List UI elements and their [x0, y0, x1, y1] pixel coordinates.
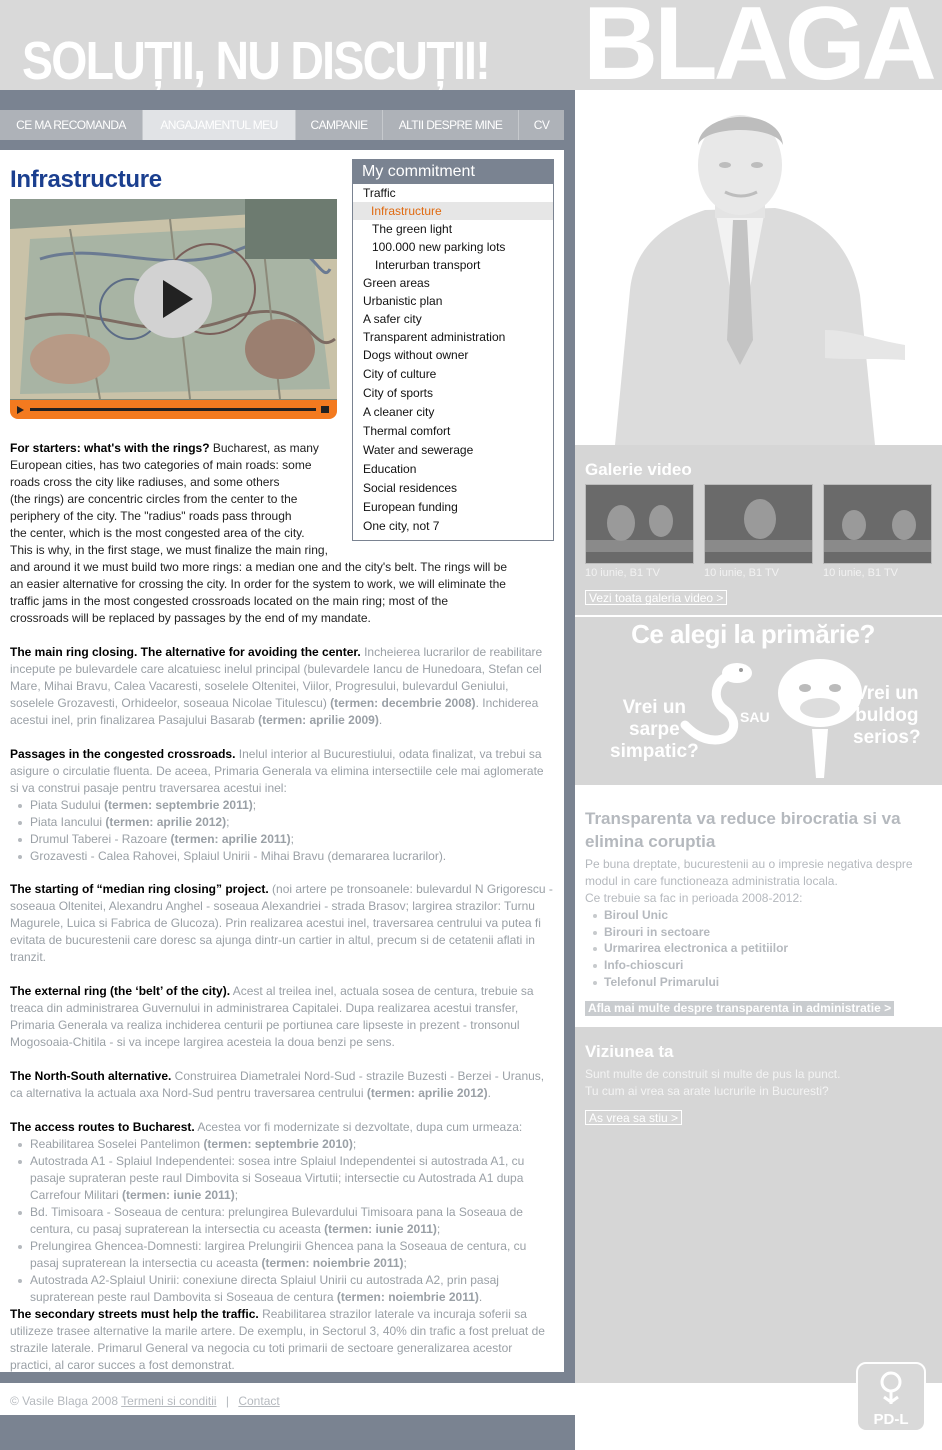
- intro-line-7: and around it we must build two more rings: a median one and the city's belt. The rings will be: [10, 560, 507, 574]
- intro-line-8: an easier alternative for crossing the city. In order for the system to work, we will eliminate the: [10, 577, 506, 591]
- list-item-end: ;: [290, 832, 294, 846]
- gallery-title: Galerie video: [585, 460, 692, 479]
- commit-item-urbanistic-plan[interactable]: Urbanistic plan: [363, 294, 443, 308]
- transparency-list-item: Birouri in sectoare: [604, 925, 711, 939]
- commit-item-green-areas[interactable]: Green areas: [363, 276, 430, 290]
- list-item: [10, 1238, 555, 1272]
- rose-logo-icon: [858, 1364, 924, 1430]
- intro-line-10: crossroads will be replaced by passages by the end of my mandate.: [10, 611, 371, 625]
- intro-line-9: traffic jams in the most congested crossroads located on the main ring; most of the: [10, 594, 448, 608]
- gallery-thumb-caption: 10 iunie, B1 TV: [704, 567, 780, 579]
- section-external-ring-lead: The external ring (the ‘belt’ of the city).: [10, 984, 231, 998]
- intro-line: [10, 440, 555, 457]
- commit-item-parking-lots[interactable]: 100.000 new parking lots: [372, 240, 506, 254]
- section-main-ring-text-c: .: [378, 713, 383, 727]
- list-item: [10, 797, 555, 814]
- intro-paragraph: [10, 440, 555, 627]
- commit-item-transparent-administration[interactable]: Transparent administration: [363, 330, 506, 344]
- list-item: [10, 1272, 555, 1306]
- video-gallery: [575, 445, 942, 615]
- transparency-text-line: Ce trebuie sa fac in perioada 2008-2012:: [585, 891, 803, 905]
- section-passages-text: Inelul interior al Bucurestiului, odata finalizat, va trebui sa asigure o circulatie fluenta. De aceea, Primaria Generala va elimina intersectiile cele mai aglomerate si va construi pasaje pentru traversarea acestui inel:: [10, 747, 544, 795]
- gallery-thumb-3[interactable]: [823, 484, 932, 564]
- list-item-end: ;: [252, 798, 257, 812]
- list-item: [10, 1136, 555, 1153]
- deadline: (termen: aprilie 2012): [105, 815, 227, 829]
- deadline: (termen: septembrie 2010): [203, 1137, 353, 1151]
- deadline: (termen: noiembrie 2011): [261, 1256, 404, 1270]
- intro-line-0: Bucharest, as many: [209, 441, 319, 455]
- vision-text-line: Tu cum ai vrea sa arate lucrurile in Bucuresti?: [585, 1084, 829, 1098]
- commit-item-thermal-comfort[interactable]: Thermal comfort: [363, 424, 451, 438]
- commit-item-infrastructure[interactable]: Infrastructure: [371, 204, 442, 218]
- deadline: (termen: aprilie 2011): [170, 832, 291, 846]
- section-main-ring-lead: The main ring closing. The alternative for avoiding the center.: [10, 645, 361, 659]
- deadline: (termen: septembrie 2011): [104, 798, 253, 812]
- deadline: (termen: decembrie 2008): [330, 696, 476, 710]
- commit-item-education[interactable]: Education: [363, 462, 417, 476]
- commit-item-green-light[interactable]: The green light: [372, 222, 453, 236]
- commit-item-interurban-transport[interactable]: Interurban transport: [375, 258, 481, 272]
- list-item-end: .: [478, 1290, 483, 1304]
- gallery-thumb-caption: 10 iunie, B1 TV: [823, 567, 899, 579]
- poll-option-line: buldog: [855, 705, 919, 726]
- candidate-photo: [575, 90, 942, 445]
- section-median-ring: [10, 881, 555, 966]
- poll-option-line: Vrei un: [622, 697, 687, 718]
- transparency-section: [575, 795, 942, 1027]
- section-main-ring-text-a: Incheierea lucrarilor de reabilitare incepute pe bulevardele care alcatuiesc inelul principal (bulevardele Iancu de Hunedoara, Stefan cel Mare, Mihai Bravu, Calea Vacaresti, soselele Oltenitei, Viilor, Progresului, bulevardul Geniului, soselele Grozavesti, Orhideelor, soseaua Nicolae Titulescu): [10, 645, 543, 710]
- list-item: [10, 814, 555, 831]
- footer: [10, 1394, 280, 1408]
- commit-item-city-of-sports[interactable]: City of sports: [363, 386, 434, 400]
- header: [0, 0, 942, 90]
- list-item-text: Reabilitarea Soselei Pantelimon: [30, 1137, 204, 1151]
- nav-campanie[interactable]: CAMPANIE: [296, 110, 383, 140]
- transparency-more-link[interactable]: Afla mai multe despre transparenta in administratie >: [585, 1001, 894, 1016]
- list-item-end: ;: [226, 815, 230, 829]
- vision-section: [575, 1027, 942, 1383]
- section-median-ring-lead: The starting of “median ring closing” project.: [10, 882, 269, 896]
- list-item: [10, 831, 555, 848]
- section-secondary-streets-text: Reabilitarea strazilor laterale va incuraja soferii sa utilizeze trasee alternative la marile artere. De exemplu, in Sectorul 3, 40% din trafic a fost preluat de strazile laterale. Primarul General va negocia cu toti primarii de sectoare generalizarea acestor practici, al caror succes a fost demonstrat.: [10, 1307, 545, 1372]
- transparency-title: Transparenta va reduce birocratia si va elimina coruptia: [585, 809, 901, 851]
- transparency-text-line: Pe buna dreptate, bucurestenii au o impresie negativa despre: [585, 857, 913, 871]
- see-all-videos-link[interactable]: Vezi toata galeria video >: [585, 590, 727, 605]
- commit-item-cleaner-city[interactable]: A cleaner city: [363, 405, 435, 419]
- vision-title: Viziunea ta: [585, 1042, 674, 1061]
- list-item-end: ;: [352, 1137, 357, 1151]
- deadline: (termen: iunie 2011): [122, 1188, 235, 1202]
- list-item: [10, 848, 555, 865]
- list-item-text: Autostrada A2-Splaiul Unirii: conexiune directa Splaiul Unirii cu autostrada A2, prin pasaj supraterean peste raul Dambovita si Soseaua de centura: [30, 1273, 499, 1304]
- commit-item-traffic[interactable]: Traffic: [363, 186, 396, 200]
- section-access-routes-text: Acestea vor fi modernizate si dezvoltate, dupa cum urmeaza:: [194, 1120, 523, 1134]
- section-external-ring-text: Acest al treilea inel, actuala sosea de centura, trebuie sa treaca din administrarea Guvernului in administrarea Capitalei. Dupa realizarea acestui transfer, Primaria Generala va realiza inchiderea centurii pe portiunea care lipseste in prezent - tronsonul Mogosoaia-Chitila - si va incepe largirea acesteia la doua benzi pe sens.: [10, 984, 534, 1049]
- video-thumbnail-image: [586, 485, 694, 564]
- intro-lead: For starters: what's with the rings?: [10, 441, 210, 455]
- article-body: [10, 440, 555, 1374]
- commit-item-one-city[interactable]: One city, not 7: [363, 519, 440, 533]
- intro-line-6: This is why, in the first stage, we must finalize the main ring,: [10, 543, 328, 557]
- page-title: Infrastructure: [10, 166, 162, 193]
- poll-option-line: sarpe: [629, 719, 680, 740]
- passages-list: [10, 797, 555, 865]
- transparency-list-item: Urmarirea electronica a petitiilor: [604, 941, 789, 955]
- logo-text: PD-L: [873, 1411, 909, 1428]
- list-item-text: Prelungirea Ghencea-Domnesti: largirea Prelungirii Ghencea pana la Soseaua de centura, cu pasaj supraterean la intersectia cu aceasta: [30, 1239, 527, 1270]
- main-content: [0, 150, 564, 1372]
- play-icon: [134, 260, 212, 338]
- footer-copyright: © Vasile Blaga 2008: [10, 1394, 119, 1408]
- commit-item-water-sewerage[interactable]: Water and sewerage: [363, 443, 474, 457]
- party-logo[interactable]: [856, 1362, 926, 1432]
- video-thumbnail-image: [705, 485, 813, 564]
- list-item-text: Grozavesti - Calea Rahovei, Splaiul Unirii - Mihai Bravu (demararea lucrarilor).: [30, 849, 447, 863]
- transparency-text-line: modul in care functioneaza administratia locala.: [585, 874, 838, 888]
- section-north-south: [10, 1068, 555, 1102]
- intro-line-2: roads cross the city like radiuses, and some others: [10, 475, 280, 489]
- poll-banner[interactable]: [575, 617, 942, 785]
- transparency-list-item: Biroul Unic: [604, 908, 669, 922]
- list-item: [10, 1204, 555, 1238]
- brand-wordmark: BLAGA: [583, 0, 933, 90]
- transparency-list-item: Info-chioscuri: [604, 958, 684, 972]
- video-thumbnail-image: [824, 485, 932, 564]
- main-nav: [0, 110, 564, 140]
- section-access-routes-lead: The access routes to Bucharest.: [10, 1120, 195, 1134]
- poll-option-line: serios?: [853, 727, 921, 748]
- commit-item-dogs-without-owner[interactable]: Dogs without owner: [363, 348, 469, 362]
- vision-button[interactable]: As vrea sa stiu >: [585, 1110, 682, 1125]
- candidate-portrait-image: [575, 90, 942, 445]
- intro-line-5: the center, which is the most congested area of the city.: [10, 526, 305, 540]
- list-item-end: ;: [234, 1188, 239, 1202]
- list-item-text: Bd. Timisoara - Soseaua de centura: prelungirea Bulevardului Timisoara pana la Soseaua de centura, cu pasaj supraterean la intersectia cu aceasta: [30, 1205, 523, 1236]
- play-button[interactable]: [134, 260, 212, 338]
- deadline: (termen: aprilie 2009): [258, 713, 379, 727]
- section-access-routes: [10, 1119, 555, 1136]
- video-controls: [10, 400, 337, 419]
- section-median-ring-text: (noi artere pe tronsoanele: bulevardul N Grigorescu - soseaua Oltenitei, Alexandru Anghel - soseaua Alexandriei - strada Brasov; largirea strazilor: Turnu Magurele, Luica si Fabrica de Glucoza). Prin realizarea acestui inel, traversarea centrului va putea fi evitata de bucurestenii care doresc sa ajunga dintr-un cartier in altul, precum si de cetatenii aflati in tranzit.: [10, 882, 553, 964]
- section-external-ring: [10, 983, 555, 1051]
- list-item-end: ;: [436, 1222, 441, 1236]
- nav-ce-ma-recomanda[interactable]: CE MA RECOMANDA: [0, 110, 143, 140]
- list-item-text: Drumul Taberei - Razoare: [30, 832, 171, 846]
- section-north-south-lead: The North-South alternative.: [10, 1069, 172, 1083]
- commit-item-european-funding[interactable]: European funding: [363, 500, 458, 514]
- deadline: (termen: aprilie 2012): [366, 1086, 488, 1100]
- deadline: (termen: iunie 2011): [324, 1222, 437, 1236]
- poll-option-line: simpatic?: [610, 741, 699, 762]
- poll-or-label: SAU: [740, 709, 770, 725]
- nav-cv[interactable]: CV: [533, 118, 550, 132]
- footer-separator: |: [225, 1394, 229, 1408]
- list-item-text: Piata Iancului: [30, 815, 106, 829]
- section-secondary-streets: [10, 1306, 555, 1374]
- intro-line-4: periphery of the city. The "radius" roads pass through: [10, 509, 292, 523]
- footer-contact-link[interactable]: Contact: [238, 1394, 280, 1408]
- volume-icon[interactable]: [321, 406, 329, 413]
- commitment-menu-title: My commitment: [353, 160, 553, 184]
- commit-item-city-of-culture[interactable]: City of culture: [363, 367, 437, 381]
- intro-line-1: European cities, has two categories of main roads: some: [10, 458, 312, 472]
- list-item-text: Autostrada A1 - Splaiul Independentei: sosea intre Splaiul Independentei si autostrada A1, cu pasaje suprateran peste raul Dimbovita si Soseaua Virtutii; intersectie cu Autostrada A1 dupa Carrefour Militari: [30, 1154, 525, 1202]
- section-passages-lead: Passages in the congested crossroads.: [10, 747, 236, 761]
- section-north-south-end: .: [487, 1086, 491, 1100]
- vision-text-line: Sunt multe de construit si multe de pus la punct.: [585, 1067, 841, 1081]
- slogan: SOLUȚII, NU DISCUȚII!: [22, 31, 489, 90]
- section-main-ring-text-b: . Inchiderea acestui inel, prin finalizarea Pasajului Basarab: [10, 696, 539, 727]
- section-north-south-text: Construirea Diametralei Nord-Sud - strazile Buzesti - Berzei - Uranus, ca alternativa la actuala axa Nord-Sud pentru traversarea centrului: [10, 1069, 545, 1100]
- poll-option-bulldog[interactable]: [853, 683, 921, 749]
- list-item-text: Piata Sudului: [30, 798, 105, 812]
- poll-title: Ce alegi la primărie?: [631, 619, 875, 649]
- commit-item-social-residences[interactable]: Social residences: [363, 481, 458, 495]
- deadline: (termen: noiembrie 2011): [336, 1290, 479, 1304]
- list-item-end: ;: [403, 1256, 407, 1270]
- commit-item-safer-city[interactable]: A safer city: [363, 312, 422, 326]
- poll-option-snake[interactable]: [610, 697, 699, 763]
- gallery-thumb-caption: 10 iunie, B1 TV: [585, 567, 661, 579]
- nav-angajamentul-meu[interactable]: ANGAJAMENTUL MEU: [143, 110, 296, 140]
- mini-play-icon[interactable]: [17, 406, 24, 414]
- section-secondary-streets-lead: The secondary streets must help the traffic.: [10, 1307, 259, 1321]
- list-item: [10, 1153, 555, 1204]
- section-main-ring: [10, 644, 555, 729]
- poll-option-line: Vrei un: [855, 683, 919, 704]
- access-routes-list: [10, 1136, 555, 1306]
- section-passages: [10, 746, 555, 797]
- gallery-thumb-2[interactable]: [704, 484, 813, 564]
- nav-altii-despre-mine[interactable]: ALTII DESPRE MINE: [383, 110, 519, 140]
- video-progress-track[interactable]: [30, 408, 316, 411]
- intro-line-3: (the rings) are concentric circles from the center to the: [10, 492, 298, 506]
- gallery-thumb-1[interactable]: [585, 484, 694, 564]
- transparency-list-item: Telefonul Primarului: [604, 975, 720, 989]
- footer-terms-link[interactable]: Termeni si conditii: [121, 1394, 217, 1408]
- video-player[interactable]: [10, 199, 337, 400]
